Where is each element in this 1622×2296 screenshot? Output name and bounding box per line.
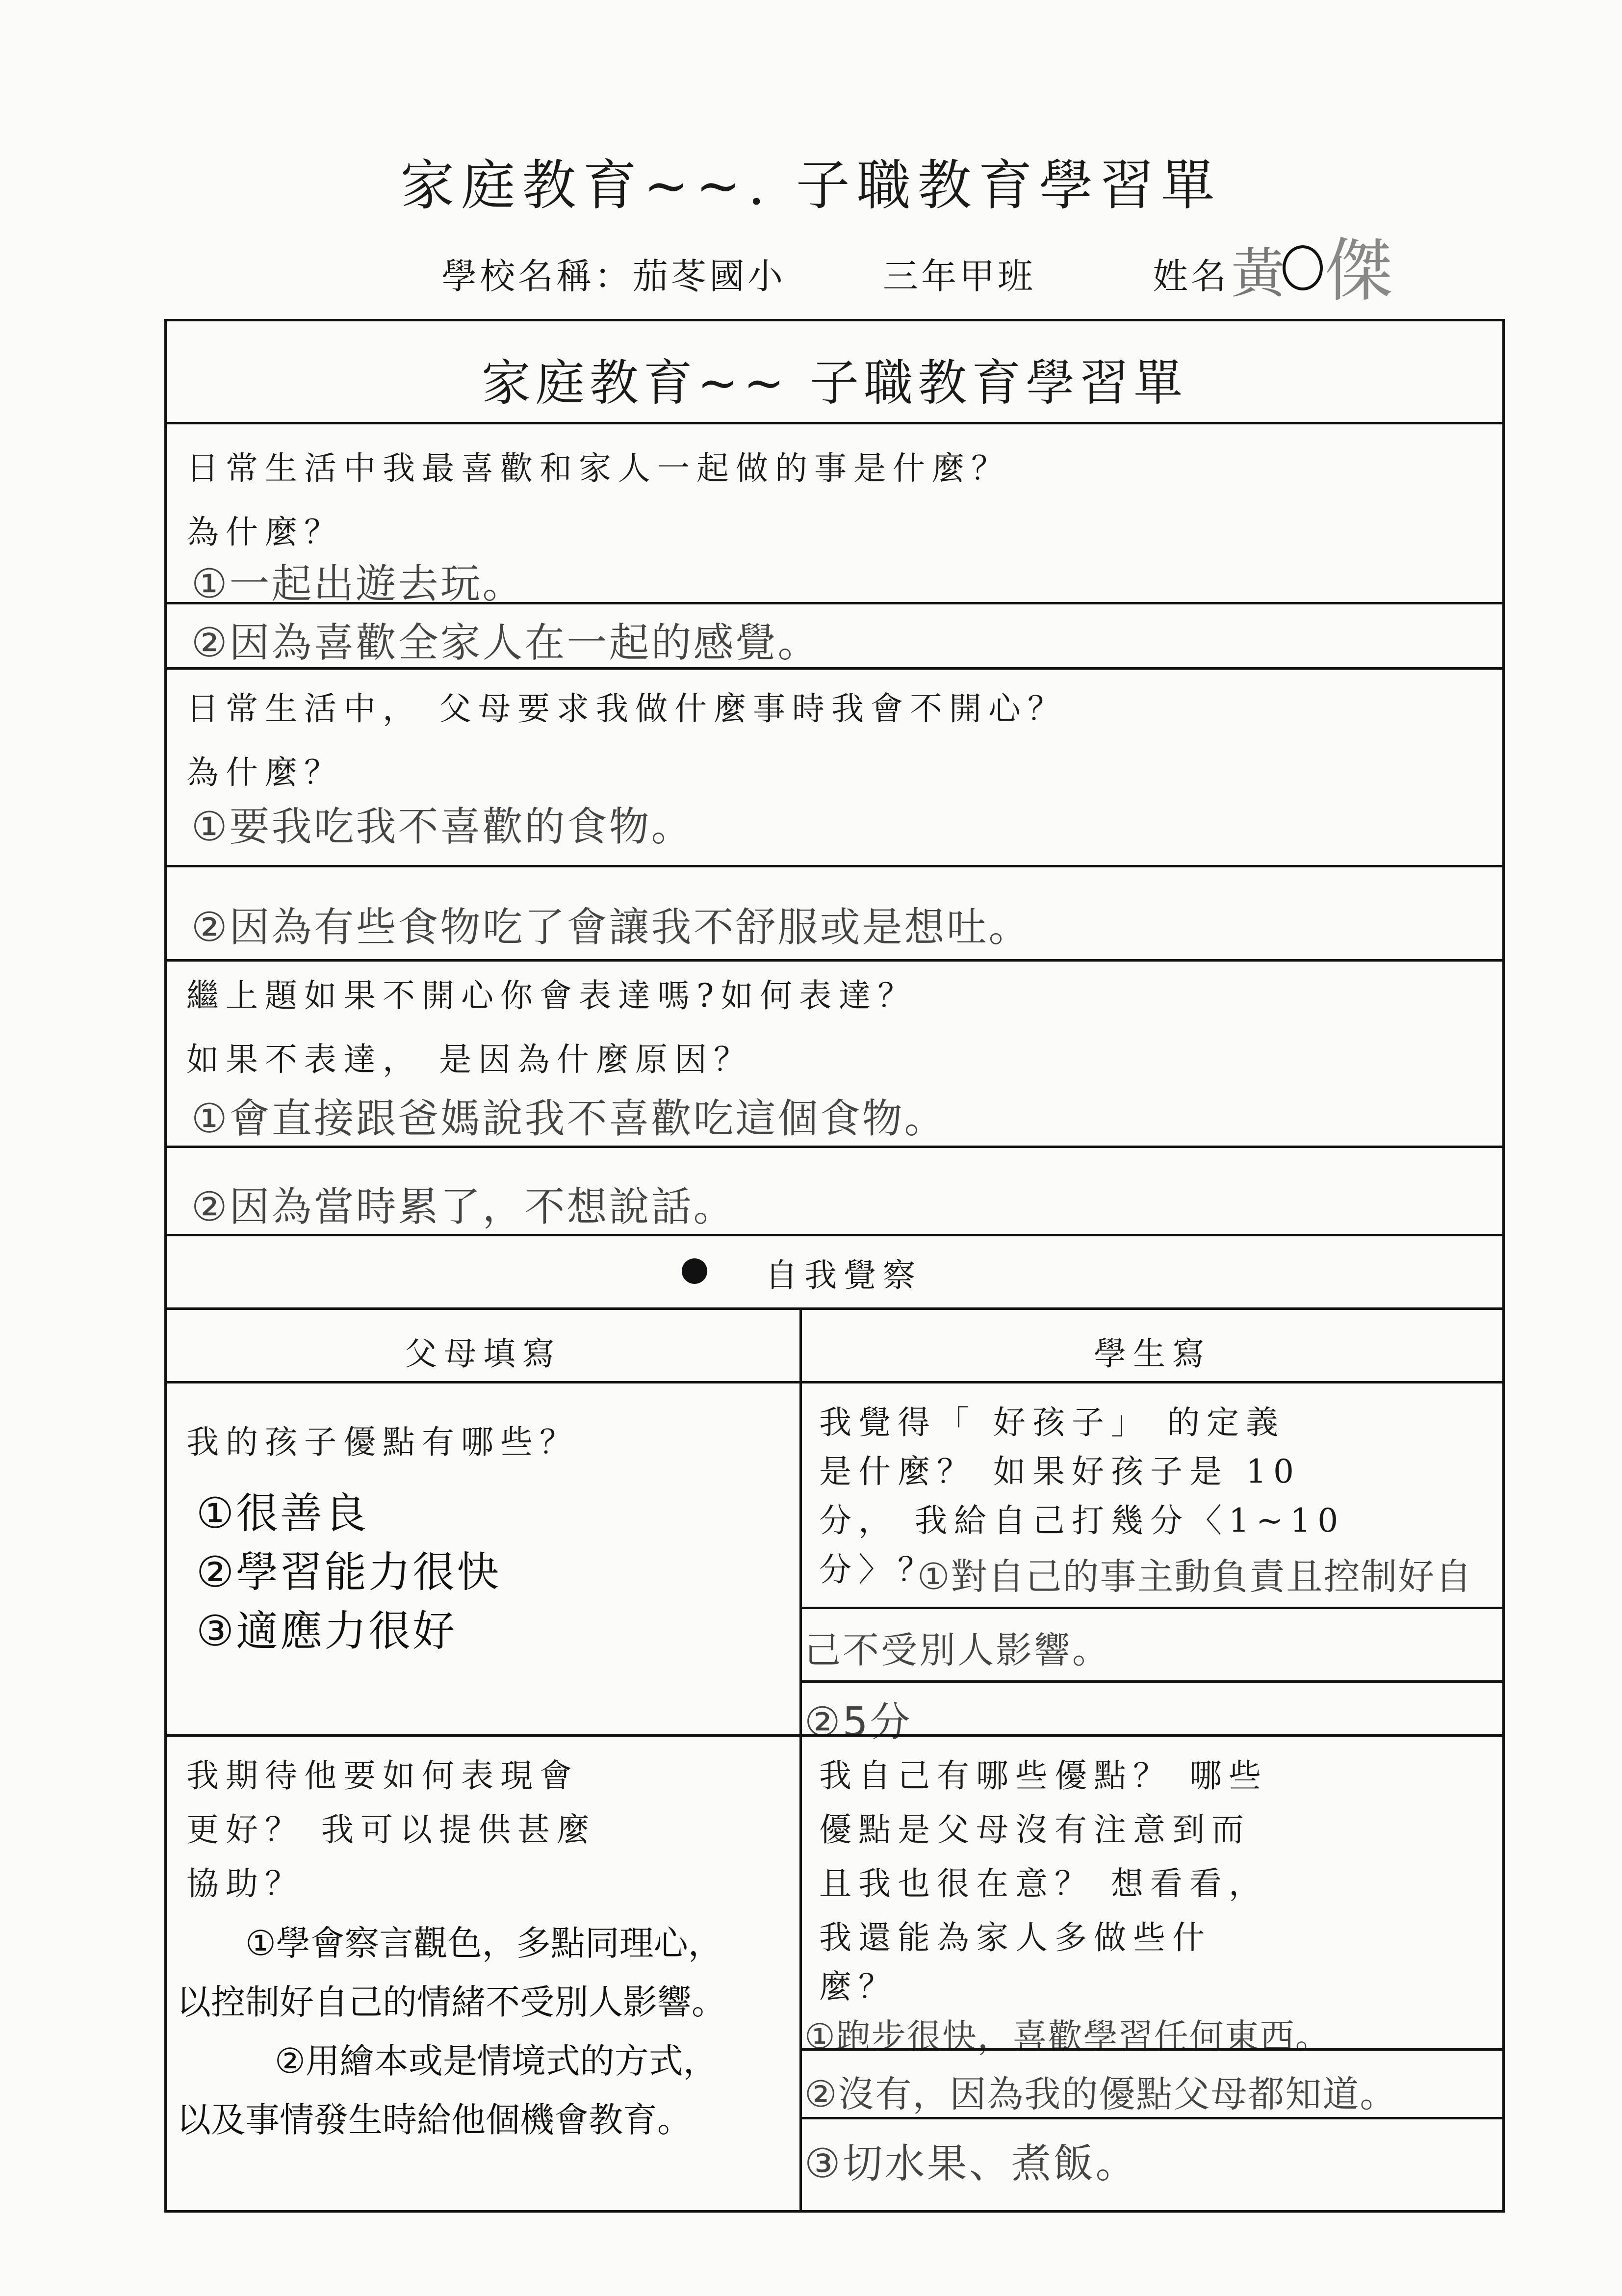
student-q1-answer-2: ②5分 (804, 1699, 912, 1746)
divider (167, 1734, 1502, 1737)
q2-question-2: 為什麼？ (186, 754, 343, 791)
parent-q2-answer-2: 以控制好自己的情緒不受別人影響。 (177, 1982, 726, 2022)
section-label: 自我覺察 (765, 1256, 922, 1294)
q1-question: 日常生活中我最喜歡和家人一起做的事是什麼？ (186, 449, 1010, 487)
q1-question-2: 為什麼？ (186, 513, 343, 551)
divider (799, 1680, 1502, 1683)
student-column-header: 學生寫 (1094, 1335, 1211, 1373)
parent-q1-question: 我的孩子優點有哪些？ (186, 1423, 579, 1461)
column-divider (799, 1307, 802, 2210)
divider (167, 959, 1502, 962)
student-q2-question-line-5: 麼？ (819, 1968, 898, 2006)
divider (167, 1234, 1502, 1236)
divider (167, 1146, 1502, 1148)
student-q1-question-line-2: 是什麼？ 如果好孩子是 10 (819, 1453, 1301, 1490)
divider (167, 865, 1502, 867)
q2-answer-1: ①要我吃我不喜歡的食物。 (191, 804, 694, 850)
student-q2-question-line-4: 我還能為家人多做些什 (819, 1919, 1211, 1957)
divider (799, 2117, 1502, 2119)
parent-q2-answer-4: 以及事情發生時給他個機會教育。 (177, 2100, 692, 2140)
parent-q1-answer-2: ②學習能力很快 (196, 1548, 501, 1597)
page-title: 家庭教育~~. 子職教育學習單 (400, 154, 1222, 217)
parent-q2-question-line-3: 協助？ (186, 1865, 304, 1903)
parent-q2-answer-3: ②用繪本或是情境式的方式， (275, 2041, 718, 2081)
student-q1-question-line-3: 分， 我給自己打幾分〈1~10 (819, 1502, 1345, 1539)
parent-q2-answer-1: ①學會察言觀色，多點同理心， (245, 1923, 722, 1963)
q3-answer-2: ②因為當時累了，不想說話。 (191, 1184, 736, 1230)
student-name-given: 傑 (1324, 231, 1395, 311)
worksheet-table (164, 319, 1505, 2213)
school-name: 學校名稱：茄苳國小 (441, 256, 786, 297)
student-q1-answer-1a: ①對自己的事主動負責且控制好自 (917, 1556, 1473, 1598)
q3-answer-1: ①會直接跟爸媽說我不喜歡吃這個食物。 (191, 1096, 947, 1142)
divider (167, 1307, 1502, 1310)
q3-question: 繼上題如果不開心你會表達嗎?如何表達？ (186, 977, 917, 1015)
divider (167, 667, 1502, 670)
parent-q2-question-line-2: 更好？ 我可以提供甚麼 (186, 1811, 596, 1849)
name-label: 姓名 (1153, 256, 1230, 297)
parent-q2-question-line-1: 我期待他要如何表現會 (186, 1757, 579, 1795)
divider (167, 422, 1502, 424)
student-q2-answer-1: ①跑步很快，喜歡學習任何東西。 (804, 2016, 1331, 2057)
name-redaction-circle (1283, 245, 1323, 290)
q2-question: 日常生活中， 父母要求我做什麼事時我會不開心？ (186, 690, 1067, 728)
parent-q1-answer-3: ③適應力很好 (196, 1607, 457, 1656)
q1-answer-2: ②因為喜歡全家人在一起的感覺。 (191, 620, 820, 666)
class-name: 三年甲班 (883, 256, 1036, 297)
student-q2-question-line-3: 且我也很在意？ 想看看， (819, 1865, 1268, 1903)
parent-q1-answer-1: ①很善良 (196, 1489, 369, 1538)
bullet-dot (682, 1258, 707, 1284)
divider (799, 1607, 1502, 1609)
divider (167, 1381, 1502, 1383)
worksheet-title: 家庭教育~~ 子職教育學習單 (481, 354, 1188, 412)
student-q2-question-line-1: 我自己有哪些優點？ 哪些 (819, 1757, 1268, 1795)
divider (799, 2048, 1502, 2051)
student-q2-question-line-2: 優點是父母沒有注意到而 (819, 1811, 1251, 1849)
divider (167, 602, 1502, 604)
student-q1-question-line-4: 分〉？ (819, 1551, 937, 1589)
q3-question-2: 如果不表達， 是因為什麼原因？ (186, 1041, 753, 1078)
student-q2-answer-3: ③切水果、煮飯。 (804, 2140, 1138, 2187)
student-name-surname: 黃 (1231, 242, 1287, 305)
student-q1-answer-1b: 己不受別人影響。 (804, 1629, 1110, 1671)
student-q2-answer-2: ②沒有，因為我的優點父母都知道。 (804, 2073, 1397, 2115)
parent-column-header: 父母填寫 (405, 1335, 562, 1373)
student-q1-question-line-1: 我覺得「 好孩子」 的定義 (819, 1404, 1285, 1441)
q1-answer-1: ①一起出遊去玩。 (191, 561, 525, 607)
q2-answer-2: ②因為有些食物吃了會讓我不舒服或是想吐。 (191, 904, 1031, 951)
